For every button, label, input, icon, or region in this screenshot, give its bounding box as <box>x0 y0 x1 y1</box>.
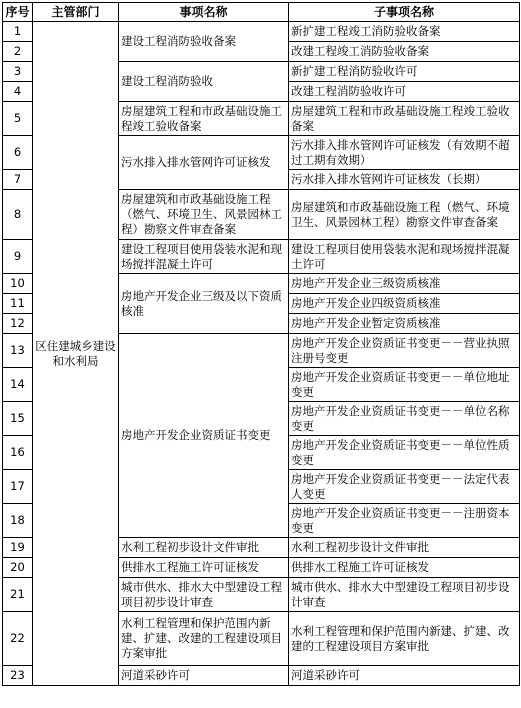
row-number: 6 <box>3 136 33 170</box>
subitem-cell: 房地产开发企业三级资质核准 <box>289 274 520 294</box>
row-number: 16 <box>3 436 33 470</box>
row-number: 13 <box>3 334 33 368</box>
subitem-cell: 房地产开发企业资质证书变更－－营业执照注册号变更 <box>289 334 520 368</box>
row-number: 18 <box>3 504 33 538</box>
header-subitem: 子事项名称 <box>289 3 520 22</box>
row-number: 7 <box>3 170 33 190</box>
subitem-cell: 房地产开发企业资质证书变更－－单位性质变更 <box>289 436 520 470</box>
header-seq: 序号 <box>3 3 33 22</box>
subitem-cell: 建设工程项目使用袋装水泥和现场搅拌混凝土许可 <box>289 240 520 274</box>
row-number: 14 <box>3 368 33 402</box>
row-number: 12 <box>3 314 33 334</box>
row-number: 10 <box>3 274 33 294</box>
subitem-cell: 房地产开发企业暂定资质核准 <box>289 314 520 334</box>
subitem-cell: 房地产开发企业资质证书变更－－单位名称变更 <box>289 402 520 436</box>
row-number: 23 <box>3 666 33 686</box>
row-number: 5 <box>3 102 33 136</box>
row-number: 9 <box>3 240 33 274</box>
subitem-cell: 新扩建工程竣工消防验收备案 <box>289 22 520 42</box>
item-cell: 房屋建筑工程和市政基础设施工程竣工验收备案 <box>119 102 289 136</box>
row-number: 8 <box>3 190 33 240</box>
item-cell: 河道采砂许可 <box>119 666 289 686</box>
item-cell: 房地产开发企业三级及以下资质核准 <box>119 274 289 334</box>
row-number: 21 <box>3 578 33 612</box>
item-cell: 水利工程初步设计文件审批 <box>119 538 289 558</box>
item-cell: 建设工程项目使用袋装水泥和现场搅拌混凝土许可 <box>119 240 289 274</box>
row-number: 19 <box>3 538 33 558</box>
header-dept: 主管部门 <box>33 3 119 22</box>
row-number: 15 <box>3 402 33 436</box>
subitem-cell: 污水排入排水管网许可证核发（有效期不超过工期有效期） <box>289 136 520 170</box>
subitem-cell: 房屋建筑工程和市政基础设施工程竣工验收备案 <box>289 102 520 136</box>
subitem-cell: 河道采砂许可 <box>289 666 520 686</box>
item-cell: 建设工程消防验收 <box>119 62 289 102</box>
item-cell: 污水排入排水管网许可证核发 <box>119 136 289 190</box>
subitem-cell: 房地产开发企业资质证书变更－－法定代表人变更 <box>289 470 520 504</box>
subitem-cell: 污水排入排水管网许可证核发（长期） <box>289 170 520 190</box>
subitem-cell: 改建工程消防验收许可 <box>289 82 520 102</box>
approval-items-table <box>2 2 520 686</box>
subitem-cell: 房屋建筑和市政基础设施工程（燃气、环境卫生、风景园林工程）勘察文件审查备案 <box>289 190 520 240</box>
item-cell: 水利工程管理和保护范围内新建、扩建、改建的工程建设项目方案审批 <box>119 612 289 666</box>
row-number: 11 <box>3 294 33 314</box>
row-number: 17 <box>3 470 33 504</box>
department-cell: 区住建城乡建设和水利局 <box>33 22 119 686</box>
item-cell: 房屋建筑和市政基础设施工程（燃气、环境卫生、风景园林工程）勘察文件审查备案 <box>119 190 289 240</box>
row-number: 3 <box>3 62 33 82</box>
table-row <box>3 22 520 42</box>
row-number: 2 <box>3 42 33 62</box>
subitem-cell: 供排水工程施工许可证核发 <box>289 558 520 578</box>
row-number: 1 <box>3 22 33 42</box>
subitem-cell: 房地产开发企业资质证书变更－－注册资本变更 <box>289 504 520 538</box>
item-cell: 城市供水、排水大中型建设工程项目初步设计审查 <box>119 578 289 612</box>
item-cell: 供排水工程施工许可证核发 <box>119 558 289 578</box>
subitem-cell: 水利工程管理和保护范围内新建、扩建、改建的工程建设项目方案审批 <box>289 612 520 666</box>
item-cell: 房地产开发企业资质证书变更 <box>119 334 289 538</box>
subitem-cell: 房地产开发企业资质证书变更－－单位地址变更 <box>289 368 520 402</box>
subitem-cell: 房地产开发企业四级资质核准 <box>289 294 520 314</box>
subitem-cell: 改建工程竣工消防验收备案 <box>289 42 520 62</box>
subitem-cell: 水利工程初步设计文件审批 <box>289 538 520 558</box>
row-number: 20 <box>3 558 33 578</box>
subitem-cell: 城市供水、排水大中型建设工程项目初步设计审查 <box>289 578 520 612</box>
header-row <box>3 3 520 22</box>
row-number: 4 <box>3 82 33 102</box>
item-cell: 建设工程消防验收备案 <box>119 22 289 62</box>
row-number: 22 <box>3 612 33 666</box>
subitem-cell: 新扩建工程消防验收许可 <box>289 62 520 82</box>
header-item: 事项名称 <box>119 3 289 22</box>
